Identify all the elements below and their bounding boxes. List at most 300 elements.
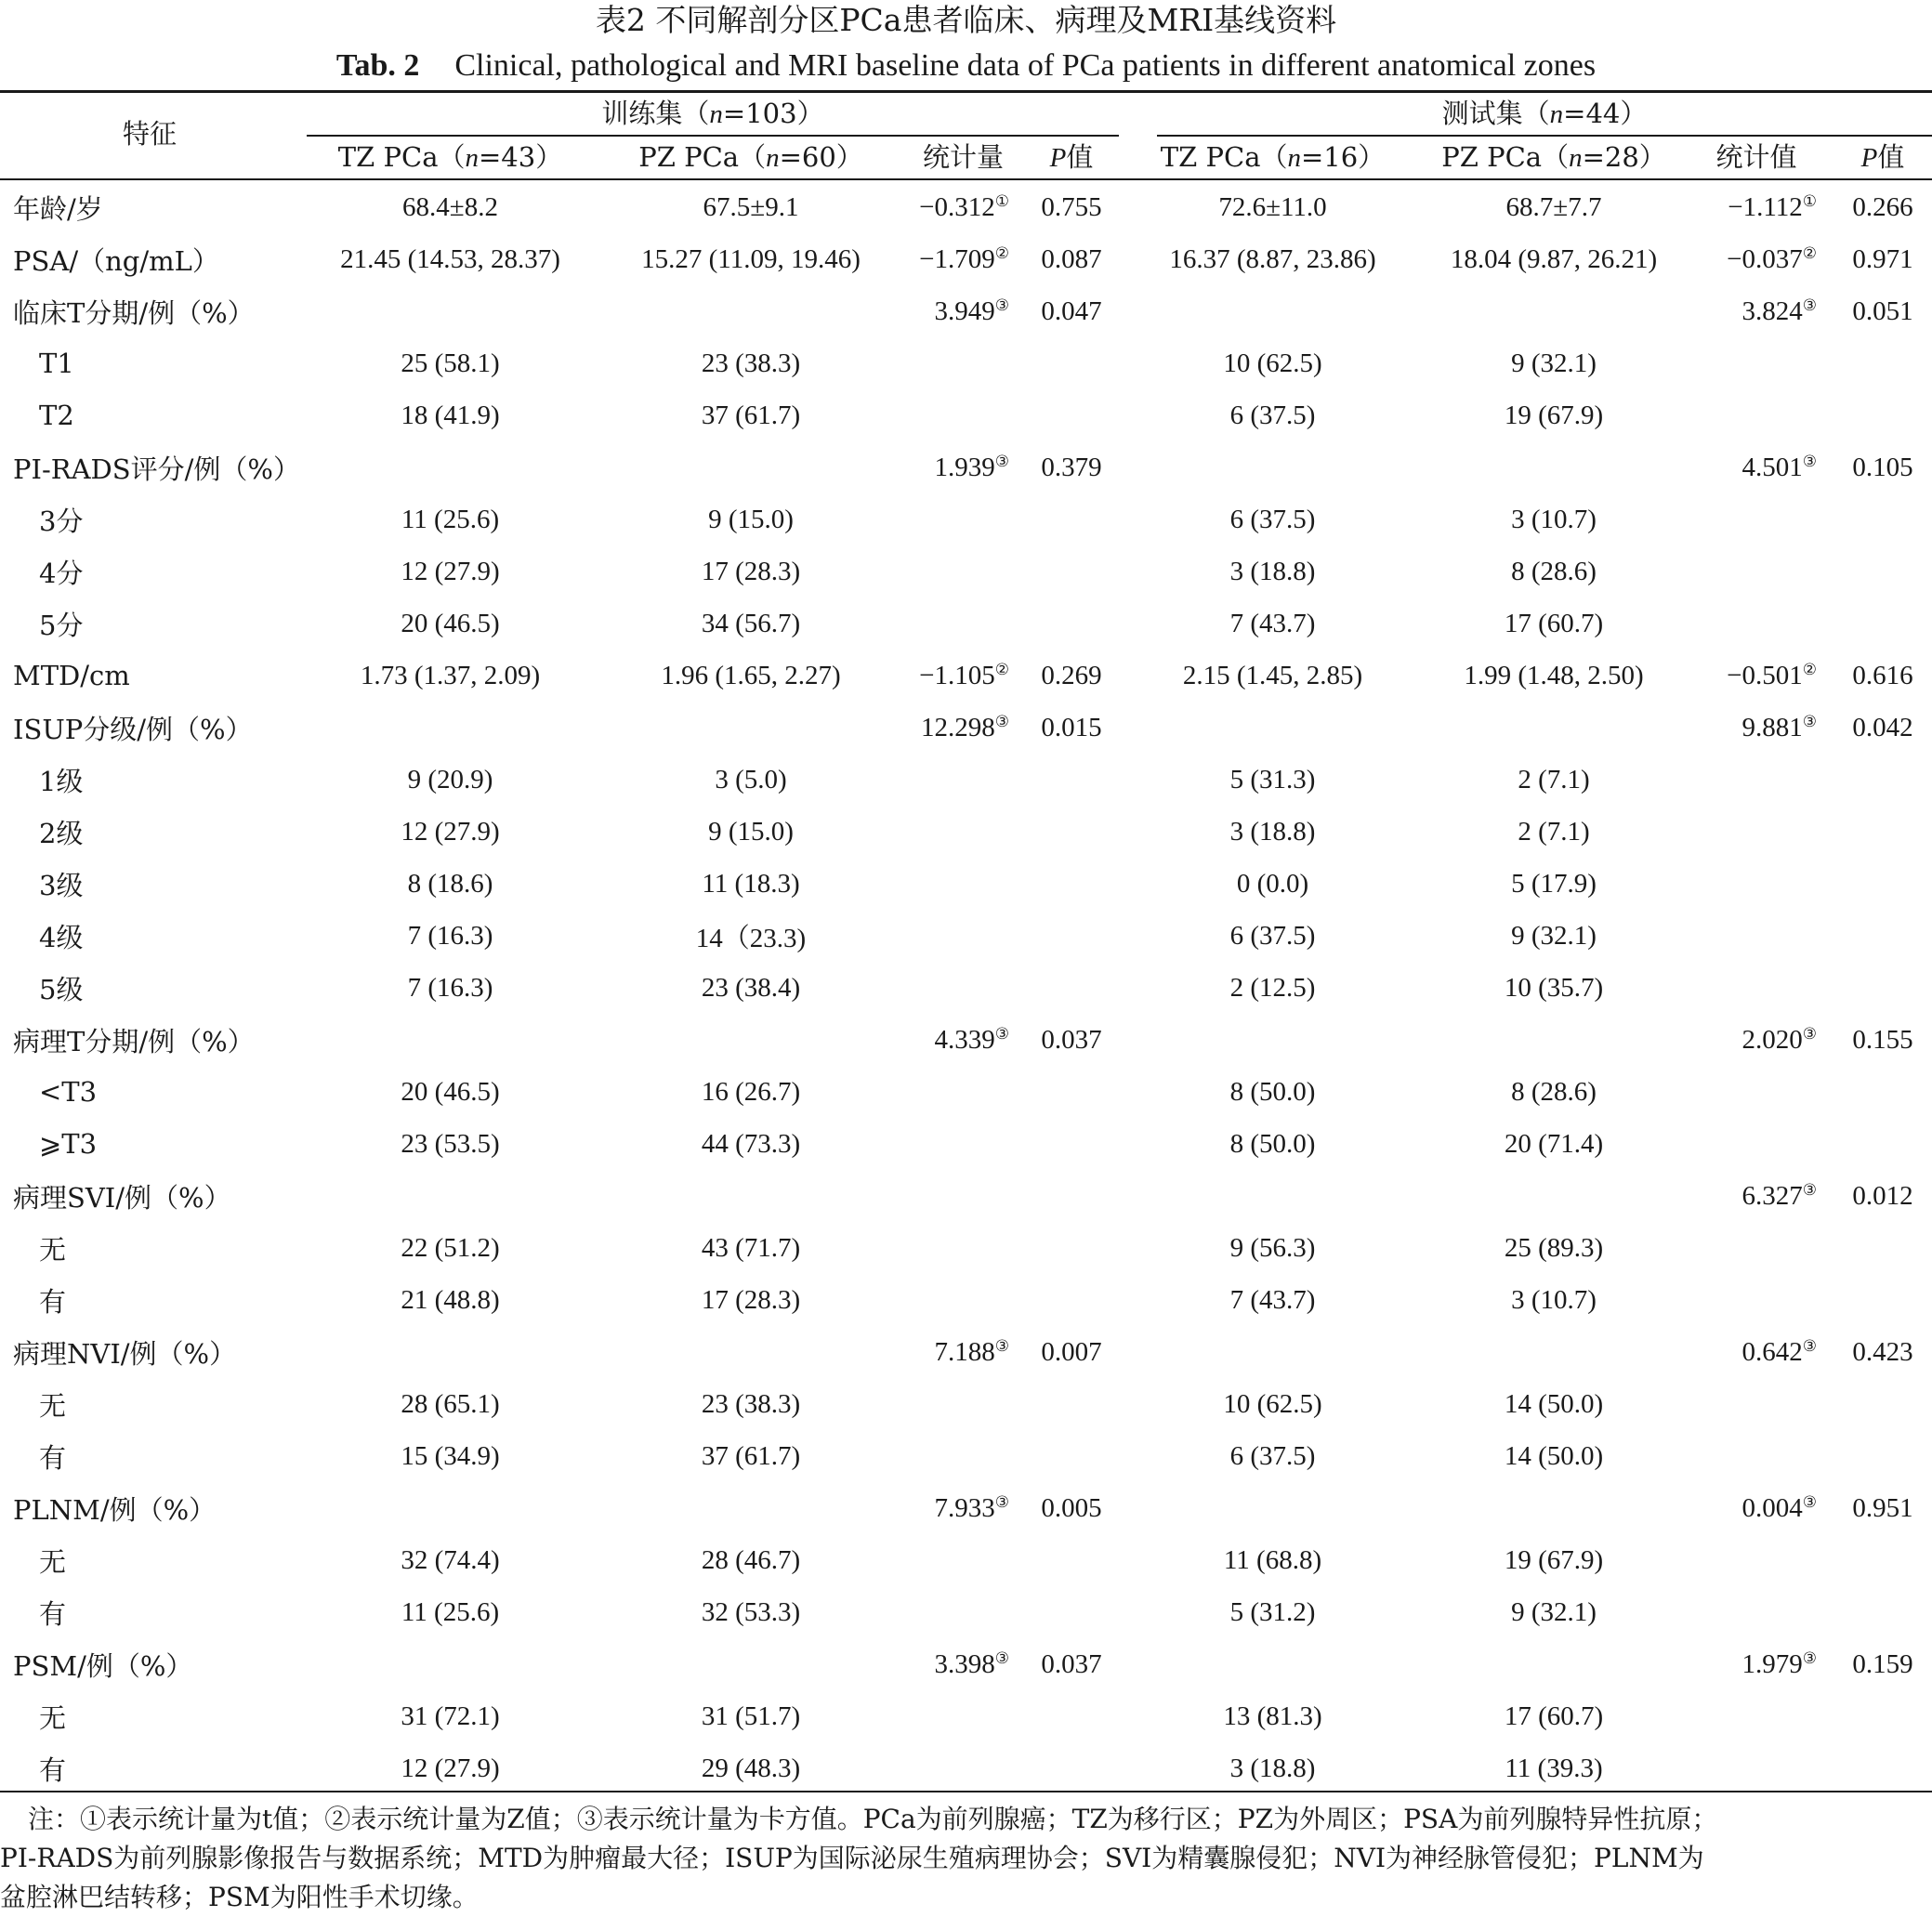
cell-test-stat [1679, 1534, 1833, 1586]
cell-test-p [1833, 754, 1932, 806]
cell-test-p: 0.012 [1852, 1180, 1913, 1211]
cell-test-pz: 9 (32.1) [1511, 920, 1597, 951]
cell-train-pz: 3 (5.0) [715, 764, 787, 794]
column-header-1: TZ PCa（n=43） [337, 141, 563, 173]
table-row [0, 962, 1932, 1014]
cell-train-stat: 1.939③ [934, 452, 1009, 482]
cell-train-p: 0.379 [1041, 452, 1102, 482]
cell-train-stat [900, 1690, 1026, 1742]
column-header-7: 统计值 [1715, 141, 1797, 173]
cell-train-tz [299, 1326, 601, 1378]
cell-test-tz: 7 (43.7) [1229, 608, 1316, 638]
cell-train-p: 0.005 [1041, 1492, 1102, 1523]
cell-test-pz: 14 (50.0) [1504, 1388, 1604, 1419]
table-row [0, 1378, 1932, 1430]
cell-test-stat: 1.979③ [1741, 1648, 1817, 1679]
table-row [0, 181, 1932, 233]
cell-train-stat: 4.339③ [934, 1024, 1009, 1055]
cell-test-stat [1679, 1222, 1833, 1274]
table-row [0, 233, 1932, 285]
statistic-type-marker: ① [1802, 191, 1817, 210]
cell-train-stat [900, 1274, 1026, 1326]
cell-test-tz: 5 (31.2) [1229, 1596, 1316, 1627]
cell-train-tz: 9 (20.9) [407, 764, 493, 794]
cell-test-tz: 3 (18.8) [1229, 1753, 1316, 1783]
table-row [0, 1742, 1932, 1794]
cell-train-stat [900, 806, 1026, 858]
column-header-4: P值 [1049, 141, 1094, 173]
cell-train-stat: 12.298③ [921, 712, 1009, 742]
cell-test-tz: 6 (37.5) [1229, 400, 1316, 430]
cell-train-tz: 22 (51.2) [401, 1232, 500, 1263]
cell-test-p [1833, 1534, 1932, 1586]
cell-train-pz [601, 1638, 900, 1690]
cell-train-stat [900, 1586, 1026, 1638]
cell-test-pz: 8 (28.6) [1511, 1076, 1597, 1107]
row-feature-label: 有 [39, 1597, 67, 1630]
cell-test-tz: 8 (50.0) [1229, 1076, 1316, 1107]
cell-train-stat: 7.188③ [934, 1336, 1009, 1367]
cell-test-tz: 3 (18.8) [1229, 556, 1316, 586]
table-footnote [0, 1800, 1932, 1917]
cell-train-pz: 32 (53.3) [701, 1596, 801, 1627]
cell-test-pz: 18.04 (9.87, 26.21) [1450, 243, 1658, 274]
cell-test-tz: 6 (37.5) [1229, 1440, 1316, 1471]
statistic-type-marker: ③ [1802, 1180, 1817, 1199]
cell-train-tz: 25 (58.1) [401, 348, 500, 378]
row-feature-label: T2 [39, 400, 74, 431]
cell-train-stat: −1.709② [919, 243, 1009, 274]
cell-test-stat [1679, 1118, 1833, 1170]
row-feature-label: 年龄/岁 [13, 192, 103, 225]
cell-train-tz: 20 (46.5) [401, 608, 500, 638]
table-row [0, 1638, 1932, 1690]
cell-test-p: 0.423 [1852, 1336, 1913, 1367]
row-feature-label: <T3 [39, 1076, 98, 1108]
cell-test-pz: 19 (67.9) [1504, 400, 1604, 430]
cell-test-stat [1679, 597, 1833, 650]
cell-train-p [1026, 545, 1117, 597]
cell-train-tz: 7 (16.3) [407, 972, 493, 1003]
cell-test-p [1833, 858, 1932, 910]
table-row [0, 285, 1932, 337]
table-row [0, 754, 1932, 806]
cell-train-tz: 11 (25.6) [401, 504, 500, 534]
cell-test-p [1833, 1066, 1932, 1118]
cell-test-tz: 6 (37.5) [1229, 504, 1316, 534]
cell-train-p [1026, 1118, 1117, 1170]
cell-train-stat: −1.105② [919, 660, 1009, 690]
table-row [0, 1586, 1932, 1638]
cell-test-stat: 0.004③ [1741, 1492, 1817, 1523]
cell-test-p [1833, 1222, 1932, 1274]
cell-test-p: 0.042 [1852, 712, 1913, 742]
statistic-type-marker: ② [994, 243, 1009, 262]
cell-train-pz: 67.5±9.1 [703, 191, 799, 222]
column-header-8: P值 [1860, 141, 1905, 173]
row-feature-label: 有 [39, 1753, 67, 1786]
cell-train-stat [900, 545, 1026, 597]
cell-test-p [1833, 806, 1932, 858]
statistic-type-marker: ② [1802, 243, 1817, 262]
cell-train-stat [900, 910, 1026, 962]
cell-train-tz [299, 1638, 601, 1690]
cell-test-pz: 2 (7.1) [1518, 764, 1590, 794]
cell-test-tz [1117, 1014, 1428, 1066]
cell-train-pz: 37 (61.7) [701, 1440, 801, 1471]
cell-train-tz [299, 285, 601, 337]
cell-test-p: 0.051 [1852, 295, 1913, 326]
cell-test-pz: 9 (32.1) [1511, 348, 1597, 378]
cell-train-tz: 12 (27.9) [401, 556, 500, 586]
cell-train-tz: 11 (25.6) [401, 1596, 500, 1627]
cell-train-pz [601, 285, 900, 337]
row-feature-label: ⩾T3 [39, 1128, 98, 1160]
cell-train-pz: 1.96 (1.65, 2.27) [661, 660, 841, 690]
cell-train-p [1026, 1534, 1117, 1586]
cell-test-tz [1117, 1638, 1428, 1690]
cell-test-p [1833, 1378, 1932, 1430]
table-row [0, 1118, 1932, 1170]
cell-test-p [1833, 1430, 1932, 1482]
table-row [0, 1326, 1932, 1378]
cell-test-pz [1428, 1326, 1679, 1378]
cell-test-p [1833, 1274, 1932, 1326]
cell-test-tz: 3 (18.8) [1229, 816, 1316, 847]
cell-test-tz: 6 (37.5) [1229, 920, 1316, 951]
cell-train-pz: 44 (73.3) [701, 1128, 801, 1159]
header-rule [0, 178, 1932, 180]
cell-train-p: 0.755 [1041, 191, 1102, 222]
cell-test-stat: 6.327③ [1741, 1180, 1817, 1211]
cell-test-tz: 2.15 (1.45, 2.85) [1182, 660, 1363, 690]
row-feature-label: 病理NVI/例（%） [13, 1337, 237, 1370]
cell-train-pz: 37 (61.7) [701, 400, 801, 430]
column-header-2: PZ PCa（n=60） [638, 141, 863, 173]
footnote-line-1: 注：①表示统计量为t值；②表示统计量为Z值；③表示统计量为卡方值。PCa为前列腺癌；TZ为移行区；PZ为外周区；PSA为前列腺特异性抗原； [28, 1804, 1718, 1834]
table-row [0, 1274, 1932, 1326]
cell-test-pz: 17 (60.7) [1504, 1700, 1604, 1731]
baseline-data-table [0, 181, 1932, 1794]
cell-test-tz: 8 (50.0) [1229, 1128, 1316, 1159]
cell-train-pz: 17 (28.3) [701, 1284, 801, 1315]
test-group-rule [1157, 135, 1932, 137]
cell-test-pz: 20 (71.4) [1504, 1128, 1604, 1159]
cell-test-tz [1117, 441, 1428, 493]
row-feature-label: PSA/（ng/mL） [13, 244, 219, 277]
statistic-type-marker: ③ [1802, 295, 1817, 314]
cell-test-p: 0.266 [1852, 191, 1913, 222]
cell-train-tz [299, 1014, 601, 1066]
table-row [0, 1482, 1932, 1534]
cell-test-tz: 5 (31.3) [1229, 764, 1316, 794]
table-row [0, 1066, 1932, 1118]
cell-train-p [1026, 1430, 1117, 1482]
cell-test-stat: 2.020③ [1741, 1024, 1817, 1055]
cell-test-tz: 7 (43.7) [1229, 1284, 1316, 1315]
row-feature-label: MTD/cm [13, 660, 130, 691]
cell-train-p: 0.047 [1041, 295, 1102, 326]
cell-train-p [1026, 1690, 1117, 1742]
cell-test-stat [1679, 754, 1833, 806]
statistic-type-marker: ② [994, 660, 1009, 678]
cell-test-tz: 11 (68.8) [1223, 1544, 1322, 1575]
cell-train-p [1026, 597, 1117, 650]
cell-test-p [1833, 910, 1932, 962]
row-feature-label: 有 [39, 1441, 67, 1474]
row-feature-label: 5分 [39, 609, 84, 641]
cell-train-pz: 23 (38.3) [701, 1388, 801, 1419]
row-feature-label: 3级 [39, 869, 84, 901]
table-row [0, 1222, 1932, 1274]
cell-train-p [1026, 754, 1117, 806]
cell-test-tz [1117, 285, 1428, 337]
table-row [0, 702, 1932, 754]
table-row [0, 1534, 1932, 1586]
cell-train-pz: 43 (71.7) [701, 1232, 801, 1263]
table-row [0, 337, 1932, 389]
statistic-type-marker: ③ [1802, 452, 1817, 470]
cell-train-stat [900, 1742, 1026, 1794]
cell-test-tz [1117, 1482, 1428, 1534]
cell-train-p [1026, 1274, 1117, 1326]
cell-test-p [1833, 337, 1932, 389]
cell-test-p: 0.155 [1852, 1024, 1913, 1055]
cell-train-stat [900, 1118, 1026, 1170]
table-row [0, 545, 1932, 597]
cell-train-p: 0.037 [1041, 1024, 1102, 1055]
table-row [0, 1170, 1932, 1222]
table-row [0, 389, 1932, 441]
cell-test-tz: 0 (0.0) [1236, 868, 1309, 899]
cell-train-p [1026, 389, 1117, 441]
table-row [0, 910, 1932, 962]
cell-train-tz: 31 (72.1) [401, 1700, 500, 1731]
cell-test-p: 0.951 [1852, 1492, 1913, 1523]
cell-train-p: 0.269 [1041, 660, 1102, 690]
cell-test-tz: 10 (62.5) [1223, 348, 1322, 378]
table-number: Tab. 2 [335, 48, 420, 83]
cell-train-stat [900, 858, 1026, 910]
cell-train-pz: 9 (15.0) [708, 816, 794, 847]
cell-test-stat [1679, 337, 1833, 389]
cell-train-stat [900, 1534, 1026, 1586]
cell-test-stat: 4.501③ [1741, 452, 1817, 482]
cell-test-stat: 0.642③ [1741, 1336, 1817, 1367]
cell-test-p: 0.971 [1852, 243, 1913, 274]
cell-train-pz [601, 1170, 900, 1222]
cell-train-stat [900, 1430, 1026, 1482]
cell-train-stat [900, 1066, 1026, 1118]
table-row [0, 650, 1932, 702]
cell-train-p [1026, 962, 1117, 1014]
row-feature-label: 无 [39, 1389, 67, 1422]
cell-test-stat [1679, 1586, 1833, 1638]
cell-test-pz: 14 (50.0) [1504, 1440, 1604, 1471]
cell-test-stat: −0.501② [1727, 660, 1817, 690]
cell-test-pz [1428, 1170, 1679, 1222]
cell-test-tz: 10 (62.5) [1223, 1388, 1322, 1419]
cell-test-pz [1428, 1638, 1679, 1690]
cell-train-pz: 14（23.3) [695, 923, 807, 953]
cell-train-p: 0.087 [1041, 243, 1102, 274]
column-header-5: TZ PCa（n=16） [1160, 141, 1386, 173]
cell-test-tz [1117, 702, 1428, 754]
cell-test-stat [1679, 858, 1833, 910]
cell-test-pz: 1.99 (1.48, 2.50) [1464, 660, 1644, 690]
cell-train-p [1026, 1066, 1117, 1118]
cell-train-pz: 17 (28.3) [701, 556, 801, 586]
top-rule [0, 90, 1932, 93]
cell-train-p: 0.037 [1041, 1648, 1102, 1679]
cell-test-pz [1428, 1014, 1679, 1066]
header-test-group: 测试集（n=44） [1441, 98, 1648, 129]
cell-test-tz: 9 (56.3) [1229, 1232, 1316, 1263]
row-feature-label: 5级 [39, 973, 84, 1005]
cell-train-pz: 34 (56.7) [701, 608, 801, 638]
row-feature-label: PLNM/例（%） [13, 1493, 217, 1526]
cell-test-pz [1428, 441, 1679, 493]
cell-test-pz: 3 (10.7) [1511, 504, 1597, 534]
table-title-chinese: 表2 不同解剖分区PCa患者临床、病理及MRI基线资料 [595, 2, 1337, 38]
cell-train-tz: 1.73 (1.37, 2.09) [360, 660, 541, 690]
row-feature-label: 有 [39, 1285, 67, 1318]
cell-test-pz: 5 (17.9) [1511, 868, 1597, 899]
cell-train-tz: 12 (27.9) [401, 1753, 500, 1783]
cell-train-pz: 9 (15.0) [708, 504, 794, 534]
cell-test-pz: 68.7±7.7 [1505, 191, 1602, 222]
cell-test-p [1833, 545, 1932, 597]
cell-test-stat [1679, 1274, 1833, 1326]
cell-train-pz [601, 1326, 900, 1378]
cell-test-pz: 25 (89.3) [1504, 1232, 1604, 1263]
cell-train-tz [299, 1170, 601, 1222]
cell-test-tz: 13 (81.3) [1223, 1700, 1322, 1731]
cell-train-tz: 8 (18.6) [407, 868, 493, 899]
table-row [0, 858, 1932, 910]
cell-test-pz: 11 (39.3) [1505, 1753, 1603, 1783]
cell-test-stat: −0.037② [1727, 243, 1817, 274]
cell-test-pz: 17 (60.7) [1504, 608, 1604, 638]
statistic-type-marker: ③ [994, 1336, 1009, 1355]
statistic-type-marker: ③ [1802, 712, 1817, 730]
cell-test-pz: 8 (28.6) [1511, 556, 1597, 586]
statistic-type-marker: ③ [1802, 1024, 1817, 1043]
cell-train-pz: 29 (48.3) [701, 1753, 801, 1783]
cell-test-p [1833, 962, 1932, 1014]
cell-train-tz: 20 (46.5) [401, 1076, 500, 1107]
cell-test-p: 0.616 [1852, 660, 1913, 690]
cell-test-pz: 10 (35.7) [1504, 972, 1604, 1003]
cell-test-p [1833, 389, 1932, 441]
cell-test-stat [1679, 1430, 1833, 1482]
cell-train-p [1026, 493, 1117, 545]
statistic-type-marker: ③ [994, 1648, 1009, 1667]
footnote-line-2: PI-RADS为前列腺影像报告与数据系统；MTD为肿瘤最大径；ISUP为国际泌尿生殖病理协会；SVI为精囊腺侵犯；NVI为神经脉管侵犯；PLNM为 [0, 1843, 1704, 1873]
row-feature-label: PI-RADS评分/例（%） [13, 453, 300, 485]
cell-test-stat [1679, 806, 1833, 858]
table-caption: Clinical, pathological and MRI baseline data of PCa patients in different anatomical zones [454, 48, 1597, 83]
cell-train-pz [601, 702, 900, 754]
cell-train-stat: −0.312① [919, 191, 1009, 222]
cell-test-tz: 16.37 (8.87, 23.86) [1169, 243, 1376, 274]
cell-train-stat: 3.398③ [934, 1648, 1009, 1679]
cell-test-p [1833, 493, 1932, 545]
table-title-english [0, 47, 1932, 85]
row-feature-label: 3分 [39, 505, 84, 537]
cell-test-pz [1428, 285, 1679, 337]
cell-train-tz: 21 (48.8) [401, 1284, 500, 1315]
cell-train-tz: 68.4±8.2 [402, 191, 498, 222]
table-row [0, 1430, 1932, 1482]
cell-train-stat [900, 754, 1026, 806]
row-feature-label: T1 [39, 348, 74, 379]
cell-train-p [1026, 1742, 1117, 1794]
statistic-type-marker: ③ [994, 1492, 1009, 1511]
cell-train-tz [299, 441, 601, 493]
column-header-6: PZ PCa（n=28） [1441, 141, 1666, 173]
row-feature-label: 无 [39, 1701, 67, 1734]
cell-test-tz [1117, 1170, 1428, 1222]
statistic-type-marker: ③ [994, 1024, 1009, 1043]
cell-test-stat: −1.112① [1728, 191, 1817, 222]
cell-test-pz: 3 (10.7) [1511, 1284, 1597, 1315]
row-feature-label: 临床T分期/例（%） [13, 296, 255, 329]
cell-train-stat [900, 493, 1026, 545]
statistic-type-marker: ② [1802, 660, 1817, 678]
cell-test-stat [1679, 545, 1833, 597]
cell-train-p [1026, 1170, 1117, 1222]
cell-test-stat [1679, 389, 1833, 441]
cell-test-stat [1679, 962, 1833, 1014]
cell-train-p [1026, 858, 1117, 910]
cell-test-p [1833, 1586, 1932, 1638]
statistic-type-marker: ③ [1802, 1336, 1817, 1355]
cell-train-p: 0.007 [1041, 1336, 1102, 1367]
cell-test-p: 0.105 [1852, 452, 1913, 482]
cell-train-tz [299, 702, 601, 754]
table-row [0, 1690, 1932, 1742]
table-row [0, 597, 1932, 650]
cell-test-tz: 2 (12.5) [1229, 972, 1316, 1003]
statistic-type-marker: ① [994, 191, 1009, 210]
bottom-rule [0, 1791, 1932, 1792]
cell-train-pz: 16 (26.7) [701, 1076, 801, 1107]
cell-test-pz: 9 (32.1) [1511, 1596, 1597, 1627]
row-feature-label: 无 [39, 1545, 67, 1578]
cell-test-tz: 72.6±11.0 [1218, 191, 1327, 222]
table-row [0, 1014, 1932, 1066]
cell-train-tz: 15 (34.9) [401, 1440, 500, 1471]
cell-train-stat [900, 389, 1026, 441]
cell-train-pz: 28 (46.7) [701, 1544, 801, 1575]
row-feature-label: PSM/例（%） [13, 1649, 193, 1682]
row-feature-label: 4分 [39, 557, 84, 589]
cell-train-p [1026, 1222, 1117, 1274]
cell-test-stat [1679, 1690, 1833, 1742]
cell-test-pz: 19 (67.9) [1504, 1544, 1604, 1575]
cell-test-stat [1679, 1742, 1833, 1794]
cell-train-stat [900, 1378, 1026, 1430]
column-header-3: 统计量 [922, 141, 1004, 173]
cell-test-stat [1679, 1066, 1833, 1118]
row-feature-label: 4级 [39, 921, 84, 953]
cell-train-pz [601, 1482, 900, 1534]
cell-test-p: 0.159 [1852, 1648, 1913, 1679]
table-row [0, 441, 1932, 493]
cell-train-p [1026, 1586, 1117, 1638]
cell-test-stat [1679, 1378, 1833, 1430]
